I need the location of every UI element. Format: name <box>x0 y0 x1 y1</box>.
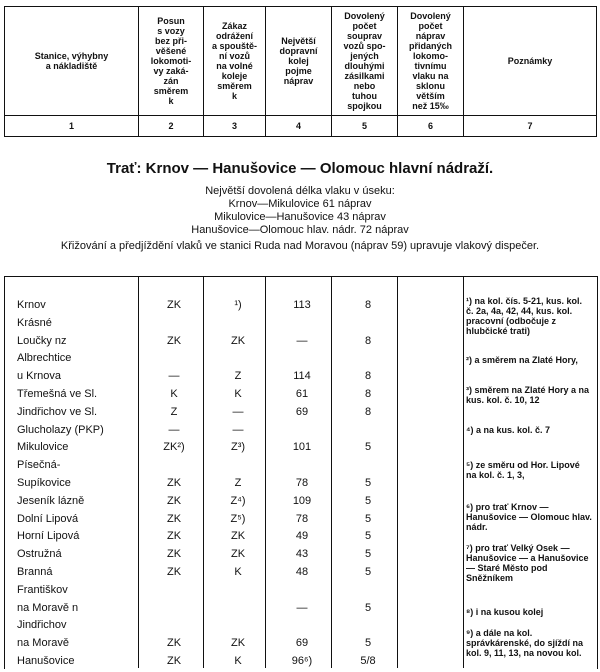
route-title: Trať: Krnov — Hanušovice — Olomouc hlavní nádraží. <box>106 160 494 177</box>
remark-note: ⁶) pro trať Krnov — Hanušovice — Olomouc hlav. nádr. <box>466 502 592 532</box>
station-name: u Krnova <box>17 370 62 383</box>
col-number: 5 <box>332 116 398 137</box>
station-name: Supíkovice <box>17 477 71 489</box>
push-ban-value: ZK <box>230 637 246 650</box>
table-row <box>4 492 462 510</box>
allowed-sets-value: 8 <box>364 388 372 400</box>
allowed-sets-value: 5 <box>364 601 372 614</box>
header-remarks: Poznámky <box>464 7 597 116</box>
push-ban-value: ¹) <box>234 299 242 311</box>
station-name: Třemešná ve Sl. <box>17 388 98 400</box>
table-row <box>4 652 462 670</box>
table-row <box>4 634 462 652</box>
push-ban-value: — <box>232 405 244 418</box>
station-name: Krásné <box>17 316 52 329</box>
allowed-sets-value: 5 <box>364 637 372 650</box>
remark-note: ³) směrem na Zlaté Hory a na kus. kol. č. 10, 12 <box>466 385 590 405</box>
col-number: 6 <box>398 116 464 137</box>
station-name: Glucholazy (PKP) <box>17 423 104 436</box>
shunting-ban-value: ZK <box>166 512 182 525</box>
push-ban-value: Z <box>234 477 242 489</box>
station-name: Branná <box>17 566 53 578</box>
shunting-ban-value: ZK <box>166 477 182 489</box>
table-row <box>4 616 462 634</box>
remark-note: ²) a směrem na Zlaté Hory, <box>466 355 578 365</box>
length-line: Mikulovice—Hanušovice 43 náprav <box>214 211 386 223</box>
table-row <box>4 314 462 332</box>
track-axles-value: 69 <box>295 637 309 650</box>
station-name: Písečná- <box>17 459 61 472</box>
shunting-ban-value: K <box>170 388 178 400</box>
header-stations: Stanice, výhybny a nákladiště <box>5 7 139 116</box>
push-ban-value: — <box>232 423 244 436</box>
station-name: Jindřichov ve Sl. <box>17 405 98 418</box>
track-axles-value: 43 <box>295 548 309 561</box>
station-name: Jeseník lázně <box>17 494 85 507</box>
station-name: Ostružná <box>17 548 62 561</box>
allowed-sets-value: 5 <box>364 548 372 561</box>
push-ban-value: Z⁴) <box>230 494 246 507</box>
table-row <box>4 367 462 385</box>
allowed-sets-value: 5 <box>364 441 372 454</box>
remark-note: ⁷) pro trať Velký Osek — Hanušovice — a Hanušovice — Staré Město pod Sněžníkem <box>466 543 589 583</box>
allowed-sets-value: 5 <box>364 530 372 543</box>
allowed-sets-value: 5 <box>364 566 372 578</box>
col-number: 7 <box>464 116 597 137</box>
table-row <box>4 581 462 599</box>
length-line: Krnov—Mikulovice 61 náprav <box>228 198 372 210</box>
shunting-ban-value: ZK <box>166 494 182 507</box>
allowed-sets-value: 5 <box>364 494 372 507</box>
table-row <box>4 510 462 528</box>
station-name: Horní Lipová <box>17 530 80 543</box>
remark-note: ⁴) a na kus. kol. č. 7 <box>466 425 550 435</box>
table-row <box>4 403 462 421</box>
col-number: 2 <box>139 116 204 137</box>
track-axles-value: 113 <box>293 299 311 311</box>
length-line: Hanušovice—Olomouc hlav. nádr. 72 náprav <box>191 224 409 236</box>
track-axles-value: 109 <box>292 494 312 507</box>
header-added-axles: Dovolený počet náprav přidaných lokomo- tivnímu vlaku na sklonu větším než 15‰ <box>398 7 464 116</box>
column-divider <box>463 276 464 668</box>
table-row <box>4 349 462 367</box>
shunting-ban-value: Z <box>170 405 178 418</box>
table-row <box>4 421 462 439</box>
table-row <box>4 296 462 314</box>
header-longest-track: Největší dopravní kolej pojme náprav <box>266 7 332 116</box>
station-name: Františkov <box>17 583 68 596</box>
station-name: Mikulovice <box>17 441 69 454</box>
table-row <box>4 456 462 474</box>
station-name: Albrechtice <box>17 352 72 365</box>
track-axles-value: 78 <box>295 512 309 525</box>
allowed-sets-value: 5 <box>364 512 372 525</box>
table-row <box>4 385 462 403</box>
header-shunting-ban: Posun s vozy bez při- věšené lokomoti- vy zaká- zán směrem k <box>139 7 204 116</box>
header-table <box>4 6 597 137</box>
remark-note: ¹) na kol. čís. 5-21, kus. kol. č. 2a, 4a, 42, 44, kus. kol. pracovní (odbočuje z hlubčické trati) <box>466 296 583 336</box>
table-row <box>4 563 462 581</box>
station-name: Krnov <box>17 299 46 311</box>
shunting-ban-value: ZK <box>166 655 182 667</box>
shunting-ban-value: ZK²) <box>163 441 185 454</box>
push-ban-value: ZK <box>230 548 246 561</box>
track-axles-value: 48 <box>295 566 309 578</box>
table-row <box>4 438 462 456</box>
push-ban-value: K <box>234 655 242 667</box>
push-ban-value: ZK <box>230 530 246 543</box>
push-ban-value: ZK <box>230 334 246 347</box>
header-push-ban: Zákaz odrážení a spouště- ní vozů na volné koleje směrem k <box>204 7 266 116</box>
shunting-ban-value: — <box>168 423 180 436</box>
table-row <box>4 474 462 492</box>
shunting-ban-value: — <box>168 370 180 383</box>
track-axles-value: 78 <box>295 477 309 489</box>
shunting-ban-value: ZK <box>166 334 182 347</box>
shunting-ban-value: ZK <box>166 299 182 311</box>
track-axles-value: 114 <box>293 370 311 383</box>
station-name: Loučky nz <box>17 334 67 347</box>
track-axles-value: 69 <box>295 405 309 418</box>
allowed-sets-value: 8 <box>364 299 372 311</box>
remark-note: ⁵) ze směru od Hor. Lipové na kol. č. 1, 3, <box>466 460 580 480</box>
track-axles-value: — <box>296 334 308 347</box>
track-axles-value: 61 <box>295 388 309 400</box>
track-axles-value: — <box>296 601 308 614</box>
allowed-sets-value: 8 <box>364 405 372 418</box>
table-row <box>4 599 462 617</box>
allowed-sets-value: 5 <box>364 477 372 489</box>
push-ban-value: Z <box>234 370 242 383</box>
allowed-sets-value: 8 <box>364 334 372 347</box>
station-name: Jindřichov <box>17 619 67 632</box>
shunting-ban-value: ZK <box>166 637 182 650</box>
push-ban-value: Z⁵) <box>230 512 246 525</box>
track-axles-value: 96⁶) <box>291 655 313 667</box>
remark-note: ⁹) a dále na kol. správkárenské, do sjíždí na kol. 9, 11, 13, na novou kol. <box>466 628 584 658</box>
table-row <box>4 332 462 350</box>
remark-note: ⁸) i na kusou kolej <box>466 607 544 617</box>
track-axles-value: 101 <box>292 441 312 454</box>
table-row <box>4 527 462 545</box>
length-line: Největší dovolená délka vlaku v úseku: <box>205 185 395 197</box>
station-name: Dolní Lipová <box>17 512 79 525</box>
col-number: 4 <box>266 116 332 137</box>
station-name: na Moravě n <box>17 601 79 614</box>
table-row <box>4 545 462 563</box>
track-axles-value: 49 <box>295 530 309 543</box>
shunting-ban-value: ZK <box>166 566 182 578</box>
push-ban-value: K <box>234 388 242 400</box>
dispatch-note: Křižování a předjíždění vlaků ve stanici Ruda nad Moravou (náprav 59) upravuje vlakový dispečer. <box>60 240 540 252</box>
allowed-sets-value: 8 <box>364 370 372 383</box>
shunting-ban-value: ZK <box>166 530 182 543</box>
station-name: Hanušovice <box>17 655 75 667</box>
header-allowed-sets: Dovolený počet souprav vozů spo- jených dlouhými zásilkami nebo tuhou spojkou <box>332 7 398 116</box>
station-name: na Moravě <box>17 637 69 650</box>
push-ban-value: Z³) <box>230 441 246 454</box>
col-number: 1 <box>5 116 139 137</box>
col-number: 3 <box>204 116 266 137</box>
shunting-ban-value: ZK <box>166 548 182 561</box>
allowed-sets-value: 5/8 <box>360 655 376 667</box>
push-ban-value: K <box>234 566 242 578</box>
